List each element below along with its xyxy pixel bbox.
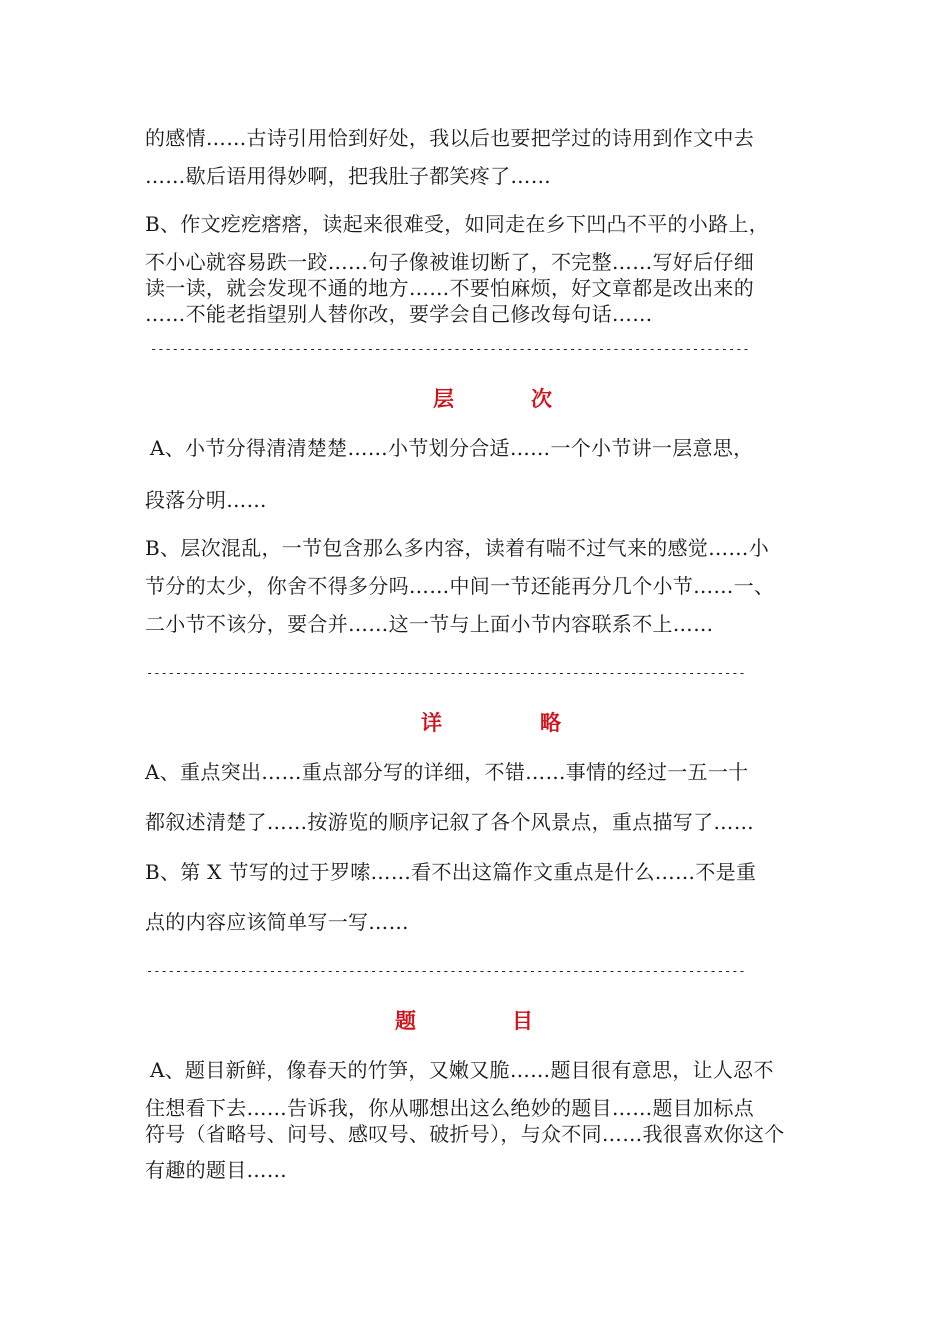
text-line: 符号（省略号、问号、感叹号、破折号），与众不同……我很喜欢你这个 (145, 1122, 785, 1146)
section-heading-char: 次 (531, 387, 552, 411)
text-line: 都叙述清楚了……按游览的顺序记叙了各个风景点，重点描写了…… (145, 810, 754, 834)
text-line: A、小节分得清清楚楚……小节划分合适……一个小节讲一层意思， (150, 436, 754, 460)
text-line: B、第 X 节写的过于罗嗦……看不出这篇作文重点是什么……不是重 (145, 860, 757, 884)
section-divider: ----------------------------------------------------------------------------------- (146, 964, 746, 978)
text-line: 段落分明…… (145, 488, 267, 512)
text-line: 住想看下去……告诉我，你从哪想出这么绝妙的题目……题目加标点 (145, 1096, 754, 1120)
text-line: B、层次混乱，一节包含那么多内容，读着有喘不过气来的感觉……小 (145, 536, 769, 560)
section-heading-char: 略 (540, 711, 561, 735)
text-line: ……歇后语用得妙啊，把我肚子都笑疼了…… (145, 164, 551, 188)
text-line: 点的内容应该简单写一写…… (145, 910, 409, 934)
text-line: ……不能老指望别人替你改，要学会自己修改每句话…… (145, 302, 653, 326)
text-line: A、题目新鲜，像春天的竹笋，又嫩又脆……题目很有意思，让人忍不 (150, 1058, 774, 1082)
section-heading-char: 详 (421, 711, 442, 735)
text-line: 读一读，就会发现不通的地方……不要怕麻烦，好文章都是改出来的 (145, 276, 754, 300)
section-divider: ----------------------------------------------------------------------------------- (146, 666, 746, 680)
text-line: 不小心就容易跌一跤……句子像被谁切断了，不完整……写好后仔细 (145, 250, 754, 274)
section-heading-char: 层 (433, 387, 454, 411)
text-line: 节分的太少，你舍不得多分吗……中间一节还能再分几个小节……一、 (145, 574, 775, 598)
text-line: 的感情……古诗引用恰到好处，我以后也要把学过的诗用到作文中去 (145, 126, 754, 150)
text-line: B、作文疙疙瘩瘩，读起来很难受，如同走在乡下凹凸不平的小路上， (145, 212, 769, 236)
section-divider: ----------------------------------------------------------------------------------- (150, 342, 750, 356)
text-line: 有趣的题目…… (145, 1158, 288, 1182)
section-heading-char: 目 (512, 1009, 533, 1033)
section-heading-char: 题 (395, 1009, 416, 1033)
text-line: A、重点突出……重点部分写的详细，不错……事情的经过一五一十 (145, 760, 749, 784)
text-line: 二小节不该分，要合并……这一节与上面小节内容联系不上…… (145, 612, 714, 636)
